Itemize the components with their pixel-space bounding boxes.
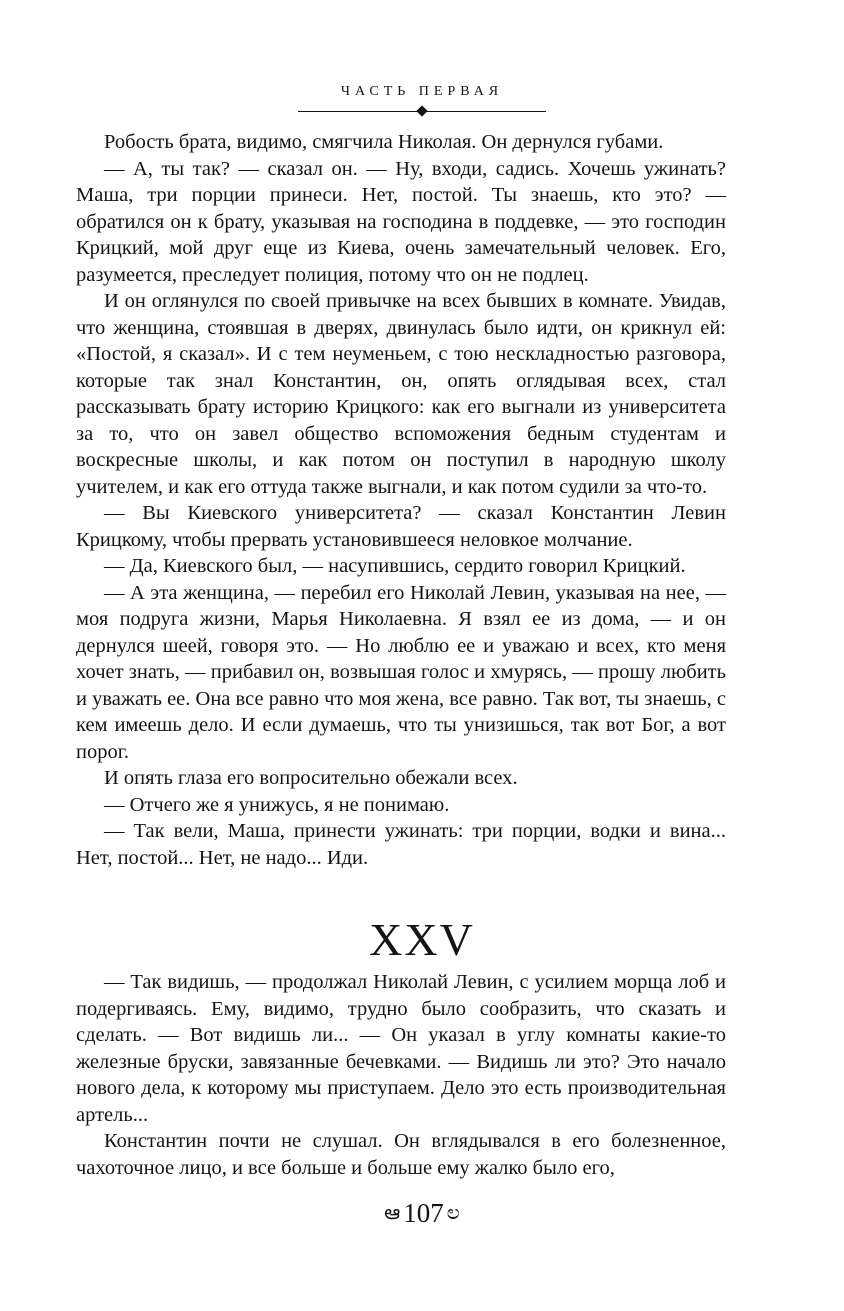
text-before-chapter: [76, 129, 726, 871]
running-head-diamond-ornament: [416, 105, 427, 116]
text-after-chapter: [76, 969, 726, 1181]
running-head: ЧАСТЬ ПЕРВАЯ: [340, 84, 504, 99]
paragraph: — Так вели, Маша, принести ужинать: три порции, водки и вина... Нет, постой... Нет, не надо... Иди.: [76, 820, 726, 869]
page-folio: [0, 1192, 844, 1231]
folio-ornament-right-icon: ಲ: [446, 1201, 460, 1224]
paragraph: Константин почти не слушал. Он вглядывался в его болезненное, чахоточное лицо, и все больше и больше ему жалко было его,: [76, 1130, 726, 1179]
paragraph: И он оглянулся по своей привычке на всех бывших в комнате. Увидав, что женщина, стоявшая в дверях, двинулась было идти, он крикнул ей: «Постой, я сказал». И с тем неуменьем, с тою нескладностью разговора, которые так знал Константин, он, опять оглядывая всех, стал рассказывать брату историю Крицкого: как его выгнали из университета за то, что он завел общество вспоможения бедным студентам и воскресные школы, и как потом он поступил в народную школу учителем, и как его оттуда также выгнали, и как потом судили за что-то.: [76, 290, 726, 498]
folio-ornament-left-icon: ఆ: [384, 1201, 401, 1224]
paragraph: И опять глаза его вопросительно обежали всех.: [104, 767, 518, 789]
paragraph: Робость брата, видимо, смягчила Николая. Он дернулся губами.: [104, 131, 664, 153]
page-number: 107: [403, 1197, 444, 1228]
chapter-heading: XXV: [369, 914, 475, 965]
paragraph: — Отчего же я унижусь, я не понимаю.: [104, 793, 450, 816]
paragraph: — Так видишь, — продолжал Николай Левин, с усилием морща лоб и подергиваясь. Ему, видимо, трудно было сообразить, что сказать и сделать. — Вот видишь ли... — Он указал в углу комнаты какие-то железные бруски, завязанные бечевками. — Видишь ли это? Это начало нового дела, к которому мы приступаем. Дело это есть производительная артель...: [76, 971, 726, 1126]
paragraph: — Вы Киевского университета? — сказал Константин Левин Крицкому, чтобы прервать установившееся неловкое молчание.: [76, 502, 726, 551]
paragraph: — А эта женщина, — перебил его Николай Левин, указывая на нее, — моя подруга жизни, Марья Николаевна. Я взял ее из дома, — и он дернулся шеей, говоря это. — Но люблю ее и уважаю и всех, кто меня хочет знать, — прибавил он, возвышая голос и хмурясь, — прошу любить и уважать ее. Она все равно что моя жена, все равно. Так вот, ты знаешь, с кем имеешь дело. И если думаешь, что ты унизишься, так вот Бог, а вот порог.: [76, 581, 726, 763]
paragraph: — Да, Киевского был, — насупившись, сердито говорил Крицкий.: [104, 555, 686, 577]
paragraph: — А, ты так? — сказал он. — Ну, входи, садись. Хочешь ужинать? Маша, три порции принеси. Нет, постой. Ты знаешь, кто это? — обратился он к брату, указывая на господина в поддевке, — это господин Крицкий, мой друг еще из Киева, очень замечательный человек. Его, разумеется, преследует полиция, потому что он не подлец.: [76, 157, 726, 286]
